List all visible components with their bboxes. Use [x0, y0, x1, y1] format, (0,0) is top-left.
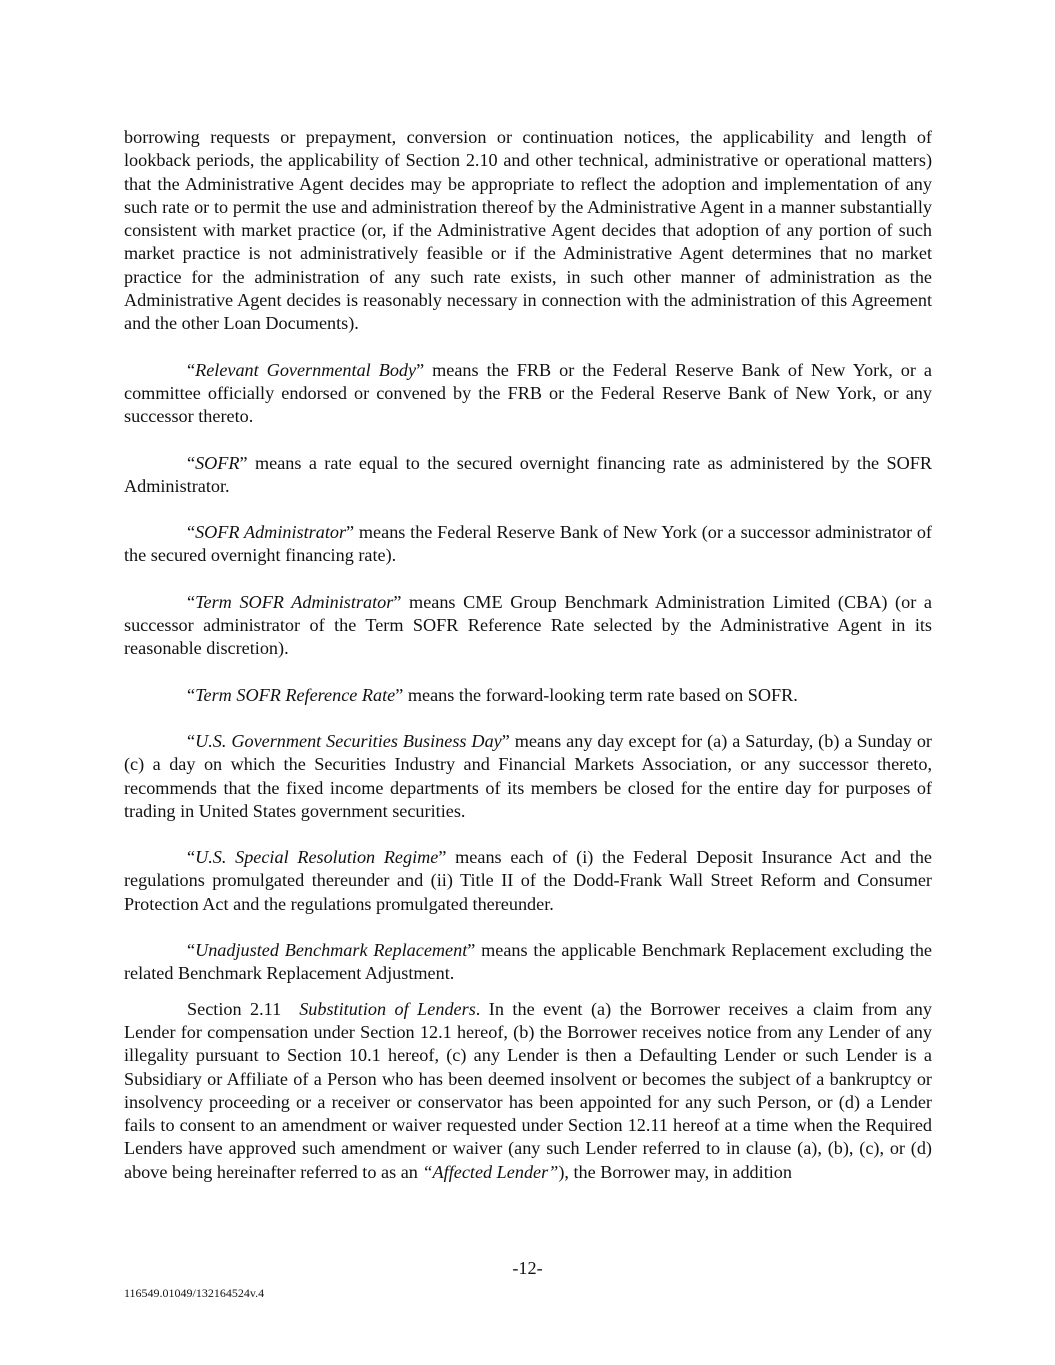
defined-term: SOFR: [195, 452, 240, 473]
defined-term-affected-lender: “Affected Lender”: [422, 1161, 559, 1182]
definition-us-special-resolution-regime: [124, 846, 932, 916]
open-quote: “: [187, 847, 196, 868]
close-quote: ”: [395, 684, 404, 705]
document-id: 116549.01049/132164524v.4: [124, 1286, 265, 1300]
section-title-period: .: [475, 998, 481, 1019]
definition-body: means each of (i) the Federal Deposit Insurance Act and the regulations promulgated thereunder and (ii) Title II of the Dodd-Frank Wall Street Reform and Consumer Protection Act and the regulations promulgated thereunder.: [124, 847, 933, 914]
definition-body: means any day except for (a) a Saturday, (b) a Sunday or (c) a day on which the Securities Industry and Financial Markets Association, or any successor thereto, recommends that the fixed income departments of its members be closed for the entire day for purposes of trading in United States government securities.: [124, 730, 932, 821]
close-quote: ”: [438, 847, 447, 868]
document-page: [124, 126, 932, 1184]
open-quote: “: [187, 684, 196, 705]
open-quote: “: [187, 359, 196, 380]
section-number: Section 2.11: [187, 998, 282, 1019]
section-title: Substitution of Lenders: [299, 998, 476, 1019]
open-quote: “: [187, 452, 196, 473]
definition-sofr-administrator: [124, 521, 932, 568]
definition-us-government-securities-business-day: [124, 730, 932, 823]
open-quote: “: [187, 940, 196, 961]
open-quote: “: [187, 591, 196, 612]
section-2-11-paragraph: [124, 998, 932, 1184]
section-body: In the event (a) the Borrower receives a claim from any Lender for compensation under Section 12.1 hereof, (b) the Borrower receives notice from any Lender of any illegality pursuant to Section 10.1 hereof, (c) any Lender is then a Defaulting Lender or such Lender is a Subsidiary or Affiliate of a Person who has been deemed insolvent or becomes the subject of a bankruptcy or insolvency proceeding or a receiver or conservator has been appointed for any such Person, or (d) a Lender fails to consent to an amendment or waiver requested under Section 12.11 hereof at a time when the Required Lenders have approved such amendment or waiver (any such Lender referred to in clause (a), (b), (c), or (d) above being hereinafter referred to as an: [124, 998, 932, 1182]
defined-term: U.S. Government Securities Business Day: [195, 730, 502, 751]
defined-term: U.S. Special Resolution Regime: [195, 847, 439, 868]
close-quote: ”: [393, 591, 402, 612]
definition-body: means the applicable Benchmark Replacement excluding the related Benchmark Replacement Adjustment.: [124, 940, 932, 984]
definition-body: means CME Group Benchmark Administration Limited (CBA) (or a successor administrator of the Term SOFR Reference Rate selected by the Administrative Agent in its reasonable discretion).: [124, 591, 932, 659]
defined-term: Term SOFR Reference Rate: [195, 684, 396, 705]
defined-term: Term SOFR Administrator: [195, 591, 394, 612]
continuation-paragraph: borrowing requests or prepayment, conversion or continuation notices, the applicability and length of lookback periods, the applicability of Section 2.10 and other technical, administrative or operational matters) that the Administrative Agent decides may be appropriate to reflect the adoption and implementation of any such rate or to permit the use and administration thereof by the Administrative Agent in a manner substantially consistent with market practice (or, if the Administrative Agent decides that adoption of any portion of such market practice is not administratively feasible or if the Administrative Agent determines that no market practice for the administration of any such rate exists, in such other manner of administration as the Administrative Agent decides is reasonably necessary in connection with the administration of this Agreement and the other Loan Documents).: [124, 127, 932, 334]
definition-term-sofr-reference-rate: [124, 684, 932, 707]
close-quote: ”: [467, 940, 476, 961]
definition-term-sofr-administrator: [124, 591, 932, 661]
definition-unadjusted-benchmark-replacement: [124, 939, 932, 986]
page-number: -12-: [512, 1258, 543, 1278]
definition-body: means the FRB or the Federal Reserve Bank of New York, or a committee officially endorsed or convened by the FRB or the Federal Reserve Bank of New York, or any successor thereto.: [124, 359, 932, 427]
open-quote: “: [187, 522, 196, 543]
close-quote: ”: [239, 452, 248, 473]
open-quote: “: [187, 730, 196, 751]
close-quote: ”: [346, 522, 355, 543]
definition-body: means a rate equal to the secured overnight financing rate as administered by the SOFR Administrator.: [124, 452, 932, 496]
definition-body: means the Federal Reserve Bank of New York (or a successor administrator of the secured overnight financing rate).: [124, 522, 932, 566]
close-quote: ”: [416, 359, 425, 380]
defined-term: Relevant Governmental Body: [195, 359, 417, 380]
defined-term: SOFR Administrator: [195, 522, 347, 543]
definition-body: means the forward-looking term rate based on SOFR.: [403, 684, 798, 705]
close-quote: ”: [501, 730, 510, 751]
section-body-continued: ), the Borrower may, in addition: [558, 1161, 792, 1182]
defined-term: Unadjusted Benchmark Replacement: [195, 940, 468, 961]
definition-relevant-governmental-body: [124, 359, 932, 429]
definition-sofr: [124, 452, 932, 499]
